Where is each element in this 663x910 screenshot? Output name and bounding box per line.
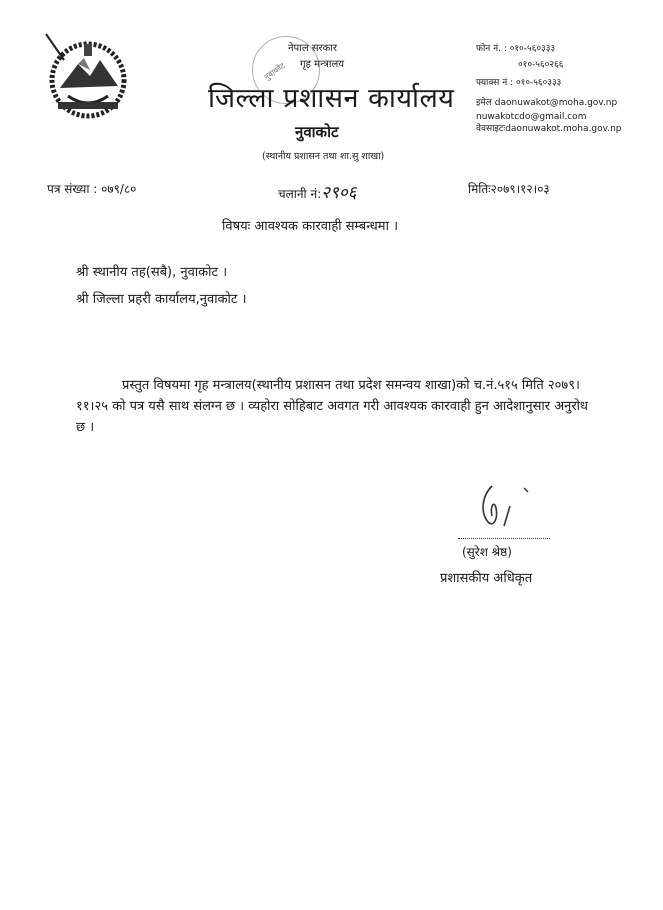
signature-line xyxy=(458,538,550,539)
branch-name: (स्थानीय प्रशासन तथा शा.सु शाखा) xyxy=(262,151,385,162)
letter-number-value: ०७९/८० xyxy=(101,182,137,196)
website-url: daonuwakot.moha.gov.np xyxy=(505,124,622,134)
email-1: daonuwakot@moha.gov.np xyxy=(494,98,618,108)
email-2: nuwakotcdo@gmail.com xyxy=(476,112,587,122)
letter-body: प्रस्तुत विषयमा गृह मन्त्रालय(स्थानीय प्रशासन तथा प्रदेश समन्वय शाखा)को च.नं.५१५ मिति २०७९।११।२५ को पत्र यसै साथ संलग्न छ । व्यहोरा सोहिबाट अवगत गरी आवश्यक कारवाही हुन आदेशानुसार अनुरोध छ । xyxy=(76,378,589,436)
recipient-line: श्री स्थानीय तह(सबै), नुवाकोट । xyxy=(76,265,228,280)
date-value: २०७९।१२।०३ xyxy=(490,182,550,196)
letter-date xyxy=(468,180,550,197)
dispatch-number-value: २९०६ xyxy=(321,183,357,203)
government-line: नेपाल सरकार xyxy=(288,43,337,54)
phone-label: फोन नं. : xyxy=(476,44,507,54)
seal-stamp-text: नुवाकोट xyxy=(262,61,287,82)
date-label: मितिः xyxy=(468,182,491,196)
ministry-line: गृह मन्त्रालय xyxy=(300,59,345,70)
letter-number-label: पत्र संख्या : xyxy=(47,182,98,196)
email-label: इमेल xyxy=(476,98,492,108)
fax-label: फ्याक्स नं : xyxy=(476,78,514,88)
fax-number: ०१०-५६०३३३ xyxy=(515,78,562,88)
district-name: नुवाकोट xyxy=(295,123,339,141)
email-line-1 xyxy=(476,98,617,109)
website-line xyxy=(476,124,622,135)
dispatch-number-label: चलानी नं: xyxy=(278,187,322,201)
signatory-name: (सुरेश श्रेष्ठ) xyxy=(462,545,512,559)
recipient-line: श्री जिल्ला प्रहरी कार्यालय,नुवाकोट । xyxy=(76,292,247,307)
website-label: वेवसाइटः xyxy=(476,124,506,134)
phone-2: ०१०-५६०२६६ xyxy=(518,60,564,70)
signatory-designation: प्रशासकीय अधिकृत xyxy=(440,571,533,586)
fax-line xyxy=(476,78,561,89)
letter-number xyxy=(47,180,136,197)
phone-line-1 xyxy=(476,44,555,55)
handwritten-signature xyxy=(472,482,532,534)
letter-subject: विषयः आवश्यक कारवाही सम्बन्धमा । xyxy=(222,219,399,234)
dispatch-number xyxy=(278,180,357,203)
office-title: जिल्ला प्रशासन कार्यालय xyxy=(208,83,455,114)
nepal-emblem-icon xyxy=(38,30,138,120)
phone-1: ०१०-५६०३३३ xyxy=(509,44,556,54)
